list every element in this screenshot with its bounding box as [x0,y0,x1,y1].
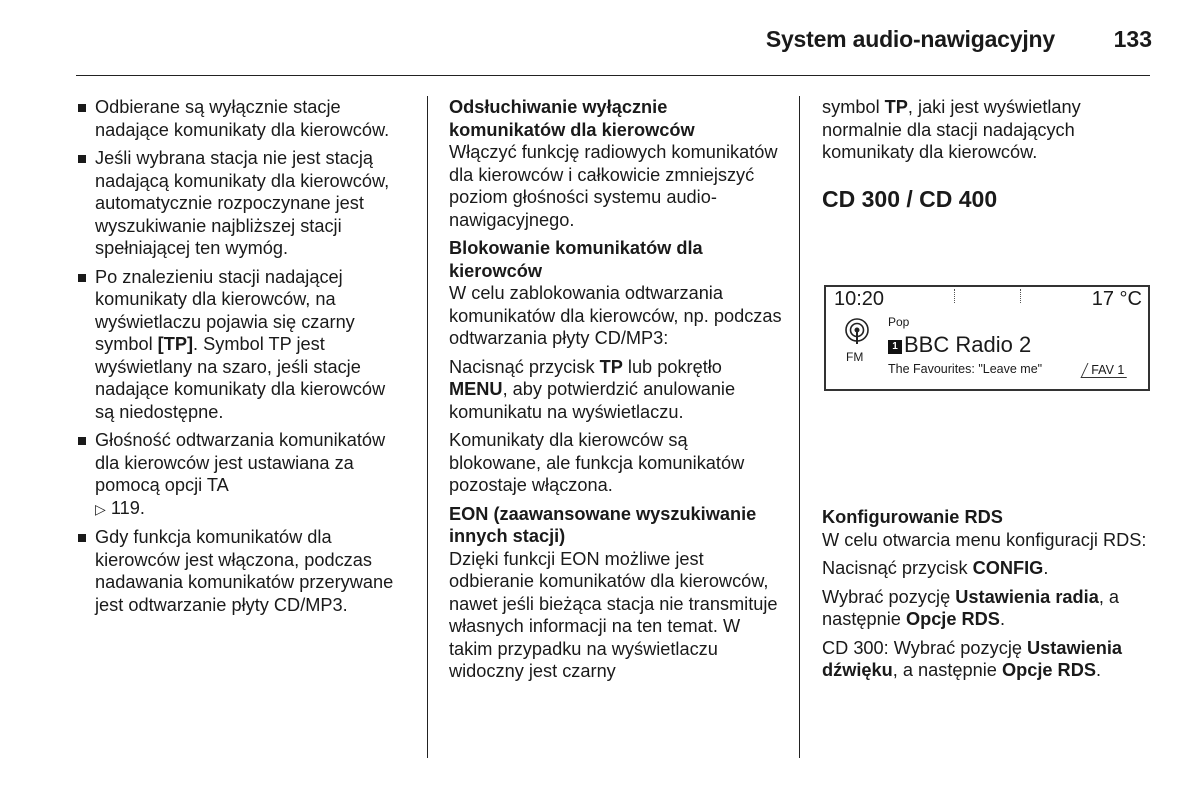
page-number: 133 [1113,26,1152,52]
bullet-item [78,526,408,616]
config-button-text: CONFIG [972,558,1044,578]
favourite-label: FAV 1 [1091,363,1125,377]
paragraph [822,557,1152,580]
text: symbol [822,97,885,117]
paragraph [449,356,784,424]
menu-item-text: Opcje RDS [905,609,1000,629]
display-separator [954,289,955,303]
tp-symbol-text: TP [884,97,908,117]
text: CD 300: Wybrać pozycję [822,637,1028,658]
paragraph [822,637,1152,682]
display-genre: Pop [888,315,910,329]
menu-knob-text: MENU [449,379,503,399]
subheading-rds-config: Konfigurowanie RDS [822,507,1003,527]
text: Nacisnąć przycisk [822,558,973,578]
preset-number-icon: 1 [888,340,902,354]
header-rule [76,75,1150,76]
bullet-text: Jeśli wybrana stacja nie jest stacją nadającą komunikaty dla kierowców, automatycznie rozpoczynane jest wyszukiwanie najbliższej stacji spełniającej ten wymóg. [95,148,390,258]
bullet-marker [78,104,86,112]
section-heading: CD 300 / CD 400 [822,185,998,212]
column-divider-1 [427,96,428,758]
paragraph: W celu otwarcia menu konfiguracji RDS: [822,529,1147,550]
bullet-marker [78,155,86,163]
text: , a następnie [822,586,1120,629]
text: . [999,609,1005,629]
bullet-text: Po znalezieniu stacji nadającej komunikaty dla kierowców, na wyświetlaczu pojawia się czarny symbol [95,266,355,354]
paragraph [822,586,1152,631]
display-separator [1020,289,1021,303]
display-clock: 10:20 [834,288,885,310]
column-2 [449,96,784,689]
page-reference-icon: ▷ [95,500,106,517]
menu-item-text: Ustawienia radia [955,586,1099,607]
header-title: System audio-nawigacyjny [765,26,1055,52]
paragraph: Komunikaty dla kierowców są blokowane, ale funkcja komunikatów pozostaje włączona. [449,430,745,495]
text: , a następnie [892,660,1002,680]
bullet-list [78,96,408,616]
paragraph: Włączyć funkcję radiowych komunikatów dla kierowców i całkowicie zmniejszyć poziom głośności systemu audio-nawigacyjnego. [449,142,778,230]
menu-item-text: Opcje RDS [1001,660,1096,680]
page-reference: 119. [110,497,145,518]
bullet-marker [78,437,86,445]
rds-section [822,506,1152,688]
display-radio-text: The Favourites: "Leave me" [888,362,1043,376]
bullet-item [78,96,408,141]
display-favourite-tab [1081,363,1134,378]
paragraph [822,96,1152,164]
display-band: FM [846,350,864,364]
bullet-text: . Symbol TP jest wyświetlany na szaro, jeśli stacje nadające komunikaty dla kierowców są niedostępne. [95,334,386,422]
bullet-item [78,147,408,260]
subheading-eon: EON (zaawansowane wyszukiwanie innych stacji) [449,503,757,546]
text: . [1095,660,1102,680]
radio-signal-icon [844,317,870,349]
bullet-item [78,429,408,520]
column-divider-2 [799,96,800,758]
display-station-name: BBC Radio 2 [904,332,1032,357]
tp-button-text: TP [599,356,623,377]
display-temperature: 17 °C [1091,288,1142,310]
subheading-traffic-only: Odsłuchiwanie wyłącznie komunikatów dla kierowców [449,97,695,140]
text: Wybrać pozycję [822,586,956,607]
text: Nacisnąć przycisk [449,356,600,377]
bullet-text: Odbierane są wyłącznie stacje nadające komunikaty dla kierowców. [95,97,390,140]
column-3 [822,96,1152,210]
column-1 [78,96,408,622]
bullet-marker [78,274,86,282]
bullet-item [78,266,408,424]
radio-display-illustration [824,285,1150,391]
bullet-text: Gdy funkcja komunikatów dla kierowców jest włączona, podczas nadawania komunikatów przerywane jest odtwarzanie płyty CD/MP3. [95,527,394,615]
bullet-text: Głośność odtwarzania komunikatów dla kierowców jest ustawiana za pomocą opcji TA [95,430,386,495]
subheading-block-announcements: Blokowanie komunikatów dla kierowców [449,238,703,281]
tp-symbol-text: [TP] [157,334,194,354]
paragraph: Dzięki funkcji EON możliwe jest odbieranie komunikatów dla kierowców, nawet jeśli bieżąca stacja nie transmituje własnych informacji na ten temat. W takim przypadku na wyświetlaczu widoczny jest czarny [449,548,778,681]
bullet-marker [78,534,86,542]
text: , jaki jest wyświetlany normalnie dla stacji nadających komunikaty dla kierowców. [822,97,1081,162]
text: . [1043,558,1049,578]
text: lub pokrętło [622,356,722,377]
text: , aby potwierdzić anulowanie komunikatu na wyświetlaczu. [449,379,736,422]
paragraph: W celu zablokowania odtwarzania komunikatów dla kierowców, np. podczas odtwarzania płyty CD/MP3: [449,283,782,348]
menu-item-text: Ustawienia dźwięku [822,637,1123,680]
